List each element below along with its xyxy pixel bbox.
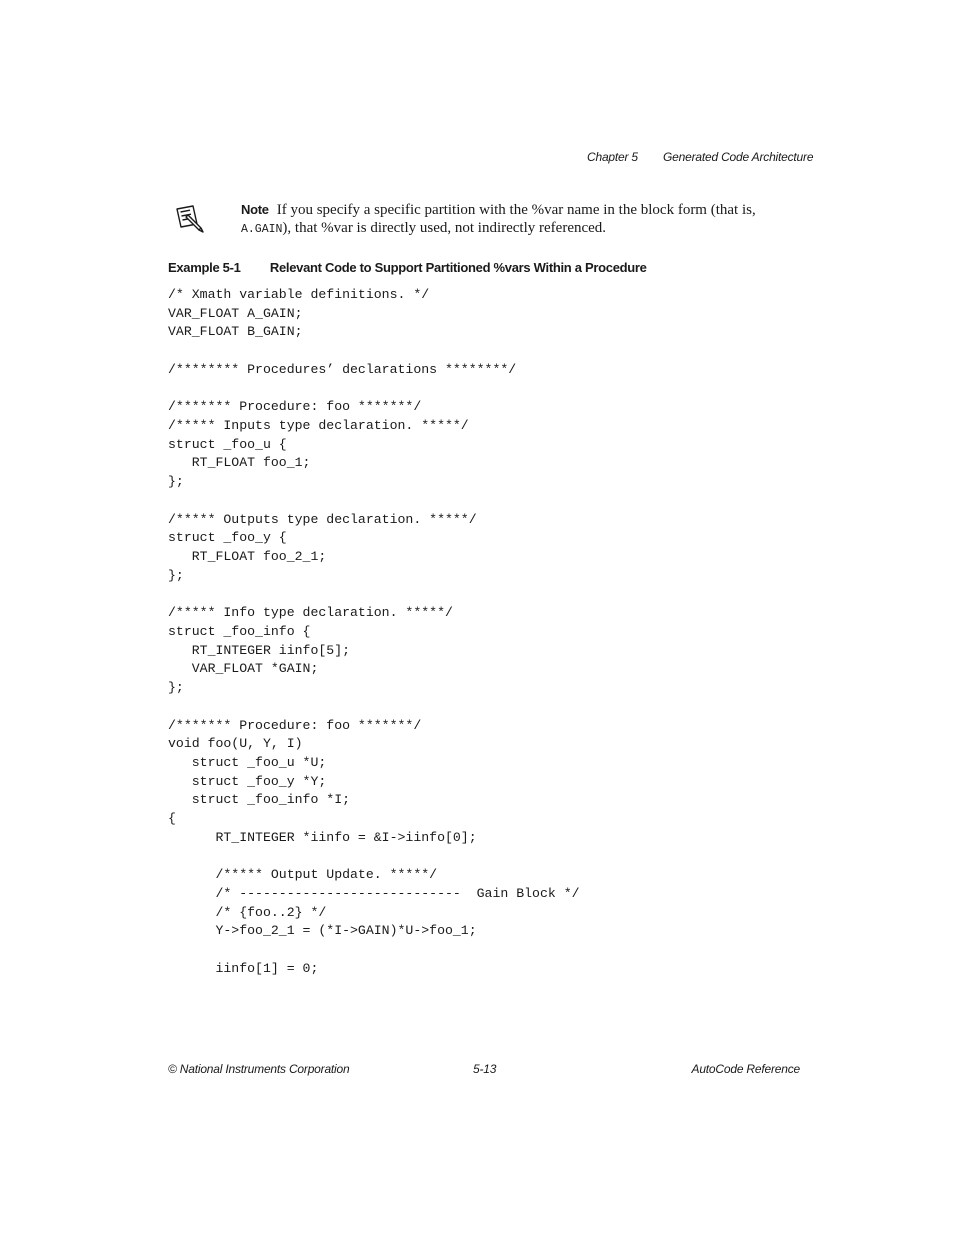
header-section-title: Generated Code Architecture — [663, 150, 814, 164]
code-line: struct _foo_y { — [168, 530, 287, 546]
code-line: RT_INTEGER *iinfo = &I->iinfo[0]; — [168, 829, 477, 845]
code-listing — [168, 286, 580, 979]
code-line — [168, 342, 580, 361]
code-line: struct _foo_info { — [168, 623, 311, 639]
code-line: RT_FLOAT foo_2_1; — [168, 549, 327, 565]
code-line: RT_INTEGER iinfo[5]; — [168, 642, 351, 658]
code-line — [168, 586, 580, 605]
code-line: /******* Procedure: foo *******/ — [168, 717, 422, 733]
code-line: struct _foo_u { — [168, 436, 287, 452]
code-line — [168, 492, 580, 511]
footer-copyright: © National Instruments Corporation — [168, 1062, 350, 1076]
code-line: /***** Inputs type declaration. *****/ — [168, 418, 469, 434]
note-label: Note — [241, 202, 269, 217]
code-line: /***** Output Update. *****/ — [168, 867, 438, 883]
footer-manual-title: AutoCode Reference — [691, 1062, 800, 1076]
code-line: void foo(U, Y, I) — [168, 736, 303, 752]
code-line — [168, 848, 580, 867]
code-line: /******* Procedure: foo *******/ — [168, 399, 422, 415]
code-line: struct _foo_u *U; — [168, 754, 327, 770]
footer-page-number: 5-13 — [473, 1062, 497, 1076]
example-title: Relevant Code to Support Partitioned %vars Within a Procedure — [269, 260, 647, 275]
code-line: /***** Outputs type declaration. *****/ — [168, 511, 477, 527]
header-chapter: Chapter 5 — [587, 150, 638, 164]
example-number: Example 5-1 — [168, 260, 241, 275]
note-paragraph — [241, 201, 801, 239]
note-inline-code: A.GAIN — [241, 223, 283, 236]
example-caption — [168, 260, 647, 275]
code-line: RT_FLOAT foo_1; — [168, 455, 311, 471]
note-text-end: ), that %var is directly used, not indirectly referenced. — [282, 220, 607, 236]
code-line — [168, 698, 580, 717]
code-line: }; — [168, 474, 184, 490]
code-line: struct _foo_info *I; — [168, 792, 351, 808]
code-line — [168, 380, 580, 399]
code-line: /* Xmath variable definitions. */ — [168, 287, 430, 302]
note-text-start: If you specify a specific partition with the %var name in the block form (that is, — [276, 202, 756, 218]
code-line: Y->foo_2_1 = (*I->GAIN)*U->foo_1; — [168, 923, 477, 939]
code-line: struct _foo_y *Y; — [168, 773, 327, 789]
code-line: /* ---------------------------- Gain Block */ — [168, 886, 580, 901]
code-line: /******** Procedures’ declarations ********/ — [168, 361, 517, 377]
code-line: }; — [168, 567, 184, 583]
code-line: VAR_FLOAT A_GAIN; — [168, 305, 303, 321]
note-pencil-icon — [174, 203, 206, 235]
code-line: }; — [168, 680, 184, 696]
running-header — [587, 150, 813, 164]
code-line: VAR_FLOAT B_GAIN; — [168, 324, 303, 340]
code-line: VAR_FLOAT *GAIN; — [168, 661, 319, 677]
code-line — [168, 941, 580, 960]
code-line: iinfo[1] = 0; — [168, 960, 319, 976]
code-line: /* {foo..2} */ — [168, 904, 327, 920]
code-line: { — [168, 811, 176, 827]
code-line: /***** Info type declaration. *****/ — [168, 605, 453, 621]
